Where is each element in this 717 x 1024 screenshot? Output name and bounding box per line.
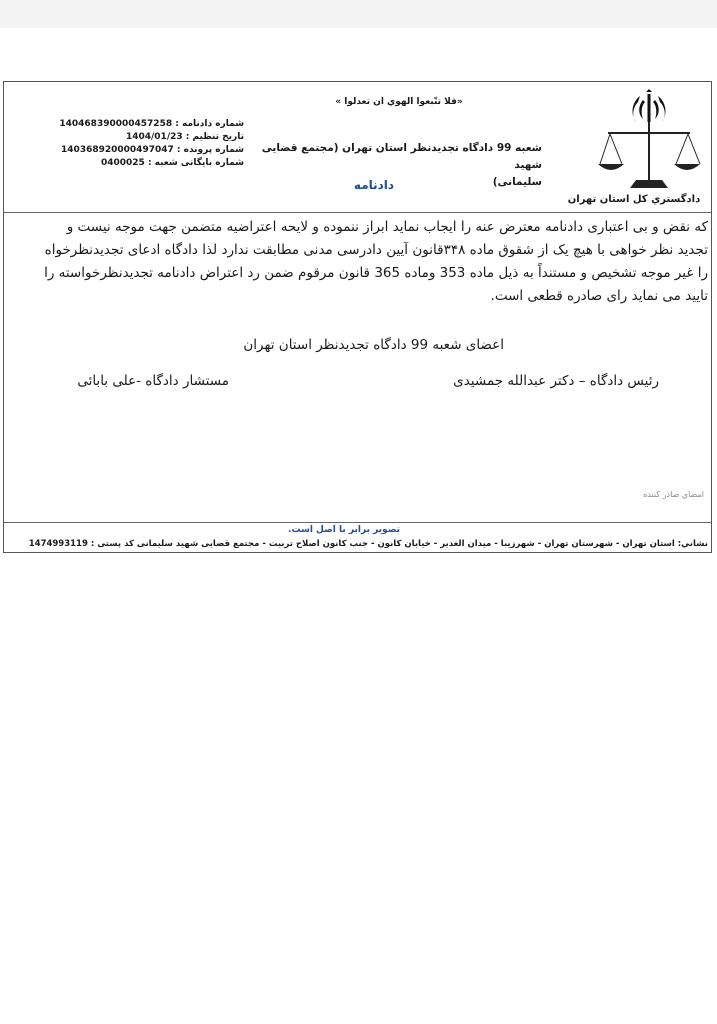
top-background-band <box>0 0 717 28</box>
iran-emblem-scales-icon <box>596 88 702 200</box>
court-address: نشاني: استان تهران - شهرستان تهران - شهرزیبا - میدان الغدیر - خیابان کانون - جنب کانون اصلاح تربیت - مجتمع قضایی شهید سلیمانی کد پستی : 1474993119 <box>28 539 708 549</box>
court-advisor-name: مستشار دادگاه -علی بابائی <box>77 373 229 389</box>
quran-verse-header: «فلا تتّبعوا الهوي ان تعدلوا » <box>335 97 463 107</box>
meta-row-date: تاریخ تنظیم : 1404/01/23 <box>125 132 244 142</box>
meta-row-verdict-number: شماره دادنامه : 140468390000457258 <box>59 119 244 129</box>
emblem-caption: دادگستري کل استان تهران <box>567 194 701 205</box>
case-metadata <box>59 118 244 170</box>
document-title: دادنامه <box>353 178 395 192</box>
copy-certification-note: تصویر برابر با اصل است. <box>288 525 400 535</box>
meta-row-archive-number: شماره بایگانی شعبه : 0400025 <box>100 158 244 168</box>
body-line: تایید می نماید رای صادره قطعی است. <box>490 288 708 304</box>
verdict-body <box>10 216 708 308</box>
body-line: تجدید نظر خواهی با هیچ یک از شقوق ماده ۳۴۸قانون آیین دادرسی مدنی مطابقت ندارد لذا دادگاه ادعای تجدیدنظرخواه <box>44 242 708 258</box>
chief-judge-name: رئیس دادگاه – دکتر عبدالله جمشیدی <box>453 373 659 389</box>
court-title-line1: شعبه 99 دادگاه تجدیدنظر استان تهران (مجتمع قضایی شهید <box>261 142 542 171</box>
court-verdict-document <box>3 81 712 553</box>
issuer-signature-label: امضاي صادر کننده <box>643 490 704 499</box>
court-title-line2: سلیمانی) <box>492 176 542 188</box>
header-divider <box>4 212 711 213</box>
body-line: که نقض و بی اعتباری دادنامه معترض عنه را ایجاب نماید ابراز ننموده و لایحه اعتراضیه متضمن جهت موجه نیست و <box>66 219 708 235</box>
branch-members-title: اعضای شعبه 99 دادگاه تجدیدنظر استان تهران <box>243 337 504 353</box>
footer-divider <box>4 522 711 523</box>
body-line: را غیر موجه تشخیص و مستنداً به ذیل ماده 353 وماده 365 قانون مرقوم ضمن رد اعتراض دادنامه تجدیدنظرخواسته را <box>44 265 708 281</box>
meta-row-case-number: شماره پرونده : 140368920000497047 <box>61 145 244 155</box>
